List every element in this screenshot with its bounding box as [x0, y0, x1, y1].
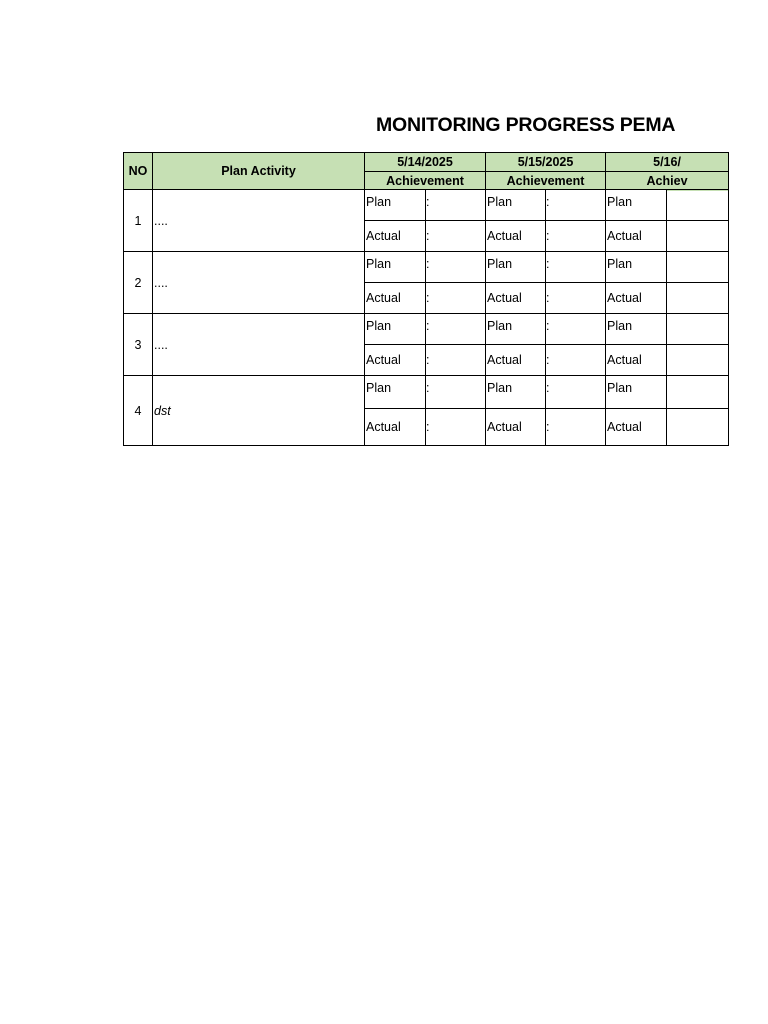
table-row	[124, 252, 729, 283]
actual-value[interactable]: :	[546, 345, 606, 376]
actual-label[interactable]: Actual	[606, 221, 667, 252]
plan-label[interactable]: Plan	[606, 376, 667, 409]
header-date-1: 5/14/2025	[365, 153, 486, 172]
header-date-3: 5/16/	[606, 153, 729, 172]
actual-value[interactable]: :	[546, 409, 606, 446]
actual-label[interactable]: Actual	[606, 345, 667, 376]
header-plan-activity: Plan Activity	[153, 153, 365, 190]
plan-value[interactable]	[667, 190, 729, 221]
row-number[interactable]: 1	[124, 190, 153, 252]
plan-value[interactable]	[667, 376, 729, 409]
plan-label[interactable]: Plan	[365, 314, 426, 345]
activity-cell[interactable]: ....	[153, 190, 365, 252]
row-number[interactable]: 4	[124, 376, 153, 446]
plan-value[interactable]: :	[546, 314, 606, 345]
plan-value[interactable]: :	[426, 314, 486, 345]
activity-cell[interactable]: ....	[153, 252, 365, 314]
activity-cell[interactable]: dst	[153, 376, 365, 446]
table-row	[124, 190, 729, 221]
header-achievement-1: Achievement	[365, 172, 486, 190]
actual-value[interactable]	[667, 283, 729, 314]
actual-label[interactable]: Actual	[486, 221, 546, 252]
plan-label[interactable]: Plan	[365, 376, 426, 409]
row-number[interactable]: 3	[124, 314, 153, 376]
plan-value[interactable]: :	[426, 376, 486, 409]
row-number[interactable]: 2	[124, 252, 153, 314]
actual-value[interactable]: :	[426, 409, 486, 446]
actual-label[interactable]: Actual	[486, 409, 546, 446]
actual-label[interactable]: Actual	[606, 409, 667, 446]
actual-label[interactable]: Actual	[365, 283, 426, 314]
actual-value[interactable]: :	[546, 283, 606, 314]
plan-label[interactable]: Plan	[486, 190, 546, 221]
plan-value[interactable]: :	[546, 376, 606, 409]
actual-label[interactable]: Actual	[606, 283, 667, 314]
activity-cell[interactable]: ....	[153, 314, 365, 376]
header-achievement-3: Achiev	[606, 172, 729, 190]
plan-label[interactable]: Plan	[486, 252, 546, 283]
monitoring-table	[123, 152, 729, 446]
sheet-area[interactable]	[123, 152, 688, 457]
actual-label[interactable]: Actual	[486, 345, 546, 376]
plan-label[interactable]: Plan	[606, 190, 667, 221]
plan-value[interactable]: :	[546, 190, 606, 221]
actual-value[interactable]: :	[426, 345, 486, 376]
table-row	[124, 376, 729, 409]
header-no: NO	[124, 153, 153, 190]
plan-label[interactable]: Plan	[606, 314, 667, 345]
plan-label[interactable]: Plan	[486, 376, 546, 409]
actual-label[interactable]: Actual	[486, 283, 546, 314]
plan-value[interactable]: :	[426, 190, 486, 221]
plan-label[interactable]: Plan	[606, 252, 667, 283]
actual-value[interactable]: :	[426, 221, 486, 252]
table-row	[124, 314, 729, 345]
actual-label[interactable]: Actual	[365, 409, 426, 446]
plan-value[interactable]	[667, 252, 729, 283]
header-achievement-2: Achievement	[486, 172, 606, 190]
plan-label[interactable]: Plan	[486, 314, 546, 345]
actual-value[interactable]: :	[546, 221, 606, 252]
actual-value[interactable]: :	[426, 283, 486, 314]
actual-value[interactable]	[667, 345, 729, 376]
header-date-2: 5/15/2025	[486, 153, 606, 172]
actual-value[interactable]	[667, 221, 729, 252]
plan-value[interactable]: :	[426, 252, 486, 283]
plan-value[interactable]	[667, 314, 729, 345]
page-title: MONITORING PROGRESS PEMA	[376, 114, 676, 136]
actual-label[interactable]: Actual	[365, 221, 426, 252]
plan-label[interactable]: Plan	[365, 252, 426, 283]
plan-label[interactable]: Plan	[365, 190, 426, 221]
actual-value[interactable]	[667, 409, 729, 446]
plan-value[interactable]: :	[546, 252, 606, 283]
actual-label[interactable]: Actual	[365, 345, 426, 376]
